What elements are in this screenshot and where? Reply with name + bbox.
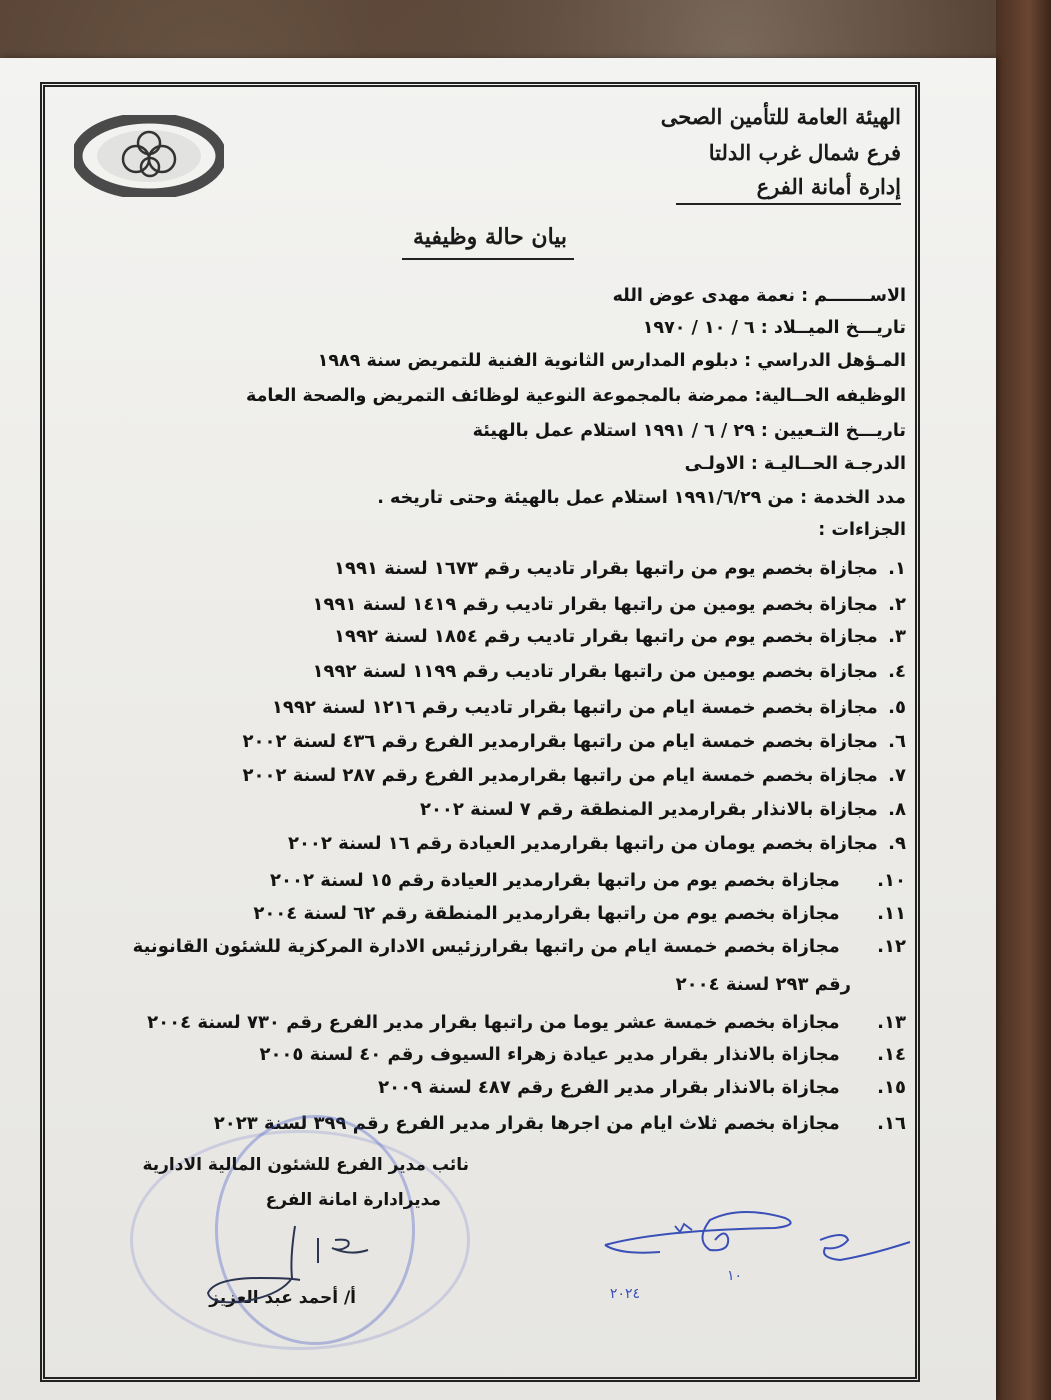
penalty-number: ١٠. <box>877 870 906 891</box>
document-title: بيان حالة وظيفية <box>412 224 568 250</box>
penalty-item <box>259 1044 906 1065</box>
field-birth-date-label: تاريـــخ الميــلاد : <box>760 318 906 338</box>
penalty-text: مجازاة بخصم خمسة عشر يوما من راتبها بقرار مدير الفرع رقم ٧٣٠ لسنة ٢٠٠٤ <box>147 1012 840 1033</box>
penalty-item <box>133 936 906 957</box>
penalty-text: مجازاة بخصم يوم من راتبها بقرار تاديب رقم ١٨٥٤ لسنة ١٩٩٢ <box>334 626 878 647</box>
org-branch: فرع شمال غرب الدلتا <box>708 140 901 165</box>
field-service-period-label: مدد الخدمة : <box>800 488 906 508</box>
title-underline <box>402 258 574 260</box>
field-qualification-label: المـؤهل الدراسي : <box>744 351 906 371</box>
field-qualification <box>318 351 906 371</box>
penalty-text: مجازاة بخصم يوم من راتبها بقرار تاديب رقم ١٦٧٣ لسنة ١٩٩١ <box>334 558 878 579</box>
penalty-text: مجازاة بالانذار بقرار مدير عيادة زهراء السيوف رقم ٤٠ لسنة ٢٠٠٥ <box>259 1044 840 1065</box>
header-underline <box>676 203 901 205</box>
penalty-number: ١٢. <box>877 936 906 957</box>
penalty-number: ١. <box>888 558 906 579</box>
field-current-job-value: ممرضة بالمجموعة النوعية لوظائف التمريض والصحة العامة <box>245 386 749 406</box>
penalty-item <box>313 594 906 615</box>
field-qualification-value: دبلوم المدارس الثانوية الفنية للتمريض سنة ١٩٨٩ <box>317 351 739 371</box>
penalty-text: مجازاة بخصم خمسة ايام من راتبها بقرارمدير الفرع رقم ٢٨٧ لسنة ٢٠٠٢ <box>242 765 878 786</box>
penalty-number: ١١. <box>877 903 906 924</box>
penalty-item <box>313 661 906 682</box>
penalty-number: ١٥. <box>877 1077 906 1098</box>
penalty-text: مجازاة بالانذار بقرارمدير المنطقة رقم ٧ لسنة ٢٠٠٢ <box>419 799 878 820</box>
svg-text:٢٠٢٤: ٢٠٢٤ <box>609 1286 640 1302</box>
penalty-item <box>378 1077 906 1098</box>
health-insurance-logo-icon <box>74 115 224 197</box>
field-birth-date <box>643 318 906 338</box>
field-service-period-value: من ١٩٩١/٦/٢٩ استلام عمل بالهيئة وحتى تاريخه . <box>377 488 795 508</box>
penalty-continuation: رقم ٢٩٣ لسنة ٢٠٠٤ <box>675 974 851 995</box>
penalty-text: مجازاة بخصم ثلاث ايام من اجرها بقرار مدير الفرع رقم ٣٩٩ لسنة ٢٠٢٣ <box>213 1113 840 1134</box>
svg-text:١٠: ١٠ <box>726 1268 742 1284</box>
org-name: الهيئة العامة للتأمين الصحى <box>660 104 901 129</box>
penalty-text: مجازاة بخصم يومين من راتبها بقرار تاديب رقم ١٤١٩ لسنة ١٩٩١ <box>312 594 878 615</box>
penalty-number: ١٤. <box>877 1044 906 1065</box>
field-service-period <box>377 488 906 508</box>
field-current-grade <box>685 454 906 474</box>
field-name <box>613 286 906 306</box>
penalty-item <box>334 626 906 647</box>
penalty-text: مجازاة بخصم يومين من راتبها بقرار تاديب رقم ١١٩٩ لسنة ١٩٩٢ <box>312 661 878 682</box>
penalty-number: ٣. <box>888 626 906 647</box>
penalty-text: مجازاة بخصم يوم من راتبها بقرارمدير العيادة رقم ١٥ لسنة ٢٠٠٢ <box>270 870 840 891</box>
penalty-text: مجازاة بخصم خمسة ايام من راتبها بقرارمدير الفرع رقم ٤٣٦ لسنة ٢٠٠٢ <box>242 731 878 752</box>
penalty-number: ٥. <box>888 697 906 718</box>
penalty-item <box>243 731 906 752</box>
penalty-item <box>270 870 906 891</box>
signatory-department: مديرادارة امانة الفرع <box>265 1190 441 1210</box>
org-department: إدارة أمانة الفرع <box>756 174 901 199</box>
penalty-text: مجازاة بخصم يوم من راتبها بقرارمدير المنطقة رقم ٦٢ لسنة ٢٠٠٤ <box>253 903 840 924</box>
penalty-text: مجازاة بخصم خمسة ايام من راتبها بقرارزئيس الادارة المركزية للشئون القانونية <box>132 936 840 957</box>
penalty-number: ٦. <box>888 731 906 752</box>
field-current-grade-label: الدرجـة الحــاليـة : <box>750 454 906 474</box>
field-current-grade-value: الاولـى <box>684 454 745 474</box>
penalty-text: مجازاة بخصم يومان من راتبها بقرارمدير العيادة رقم ١٦ لسنة ٢٠٠٢ <box>287 833 878 854</box>
penalty-number: ٩. <box>888 833 906 854</box>
field-current-job-label: الوظيفه الحــالية: <box>754 386 906 406</box>
penalty-item <box>420 799 906 820</box>
penalties-heading: الجزاءات : <box>818 520 906 540</box>
field-name-label: الاســـــــم : <box>801 286 906 306</box>
penalty-item <box>272 697 906 718</box>
field-appointment-date <box>473 421 906 441</box>
handwritten-signature-icon <box>200 1218 380 1308</box>
penalty-number: ١٣. <box>877 1012 906 1033</box>
penalty-number: ٢. <box>888 594 906 615</box>
penalty-text: مجازاة بخصم خمسة ايام من راتبها بقرار تاديب رقم ١٢١٦ لسنة ١٩٩٢ <box>271 697 878 718</box>
handwritten-initials-icon <box>600 1200 920 1310</box>
field-appointment-date-label: تاريـــخ التـعيين : <box>760 421 906 441</box>
penalty-item <box>147 1012 906 1033</box>
signatory-title: نائب مدير الفرع للشئون المالية الادارية <box>142 1155 469 1175</box>
penalty-item <box>288 833 906 854</box>
signatory-name: أ/ أحمد عبد العزيز <box>209 1288 356 1308</box>
penalty-item <box>253 903 906 924</box>
penalty-number: ٨. <box>888 799 906 820</box>
field-name-value: نعمة مهدى عوض الله <box>612 286 795 306</box>
penalty-number: ١٦. <box>877 1113 906 1134</box>
penalty-item <box>243 765 906 786</box>
field-birth-date-value: ٦ / ١٠ / ١٩٧٠ <box>642 318 755 338</box>
field-current-job <box>246 386 906 406</box>
penalty-item <box>334 558 906 579</box>
field-appointment-date-value: ٢٩ / ٦ / ١٩٩١ استلام عمل بالهيئة <box>472 421 755 441</box>
penalty-number: ٤. <box>888 661 906 682</box>
penalty-text: مجازاة بالانذار بقرار مدير الفرع رقم ٤٨٧ لسنة ٢٠٠٩ <box>378 1077 840 1098</box>
penalty-number: ٧. <box>888 765 906 786</box>
